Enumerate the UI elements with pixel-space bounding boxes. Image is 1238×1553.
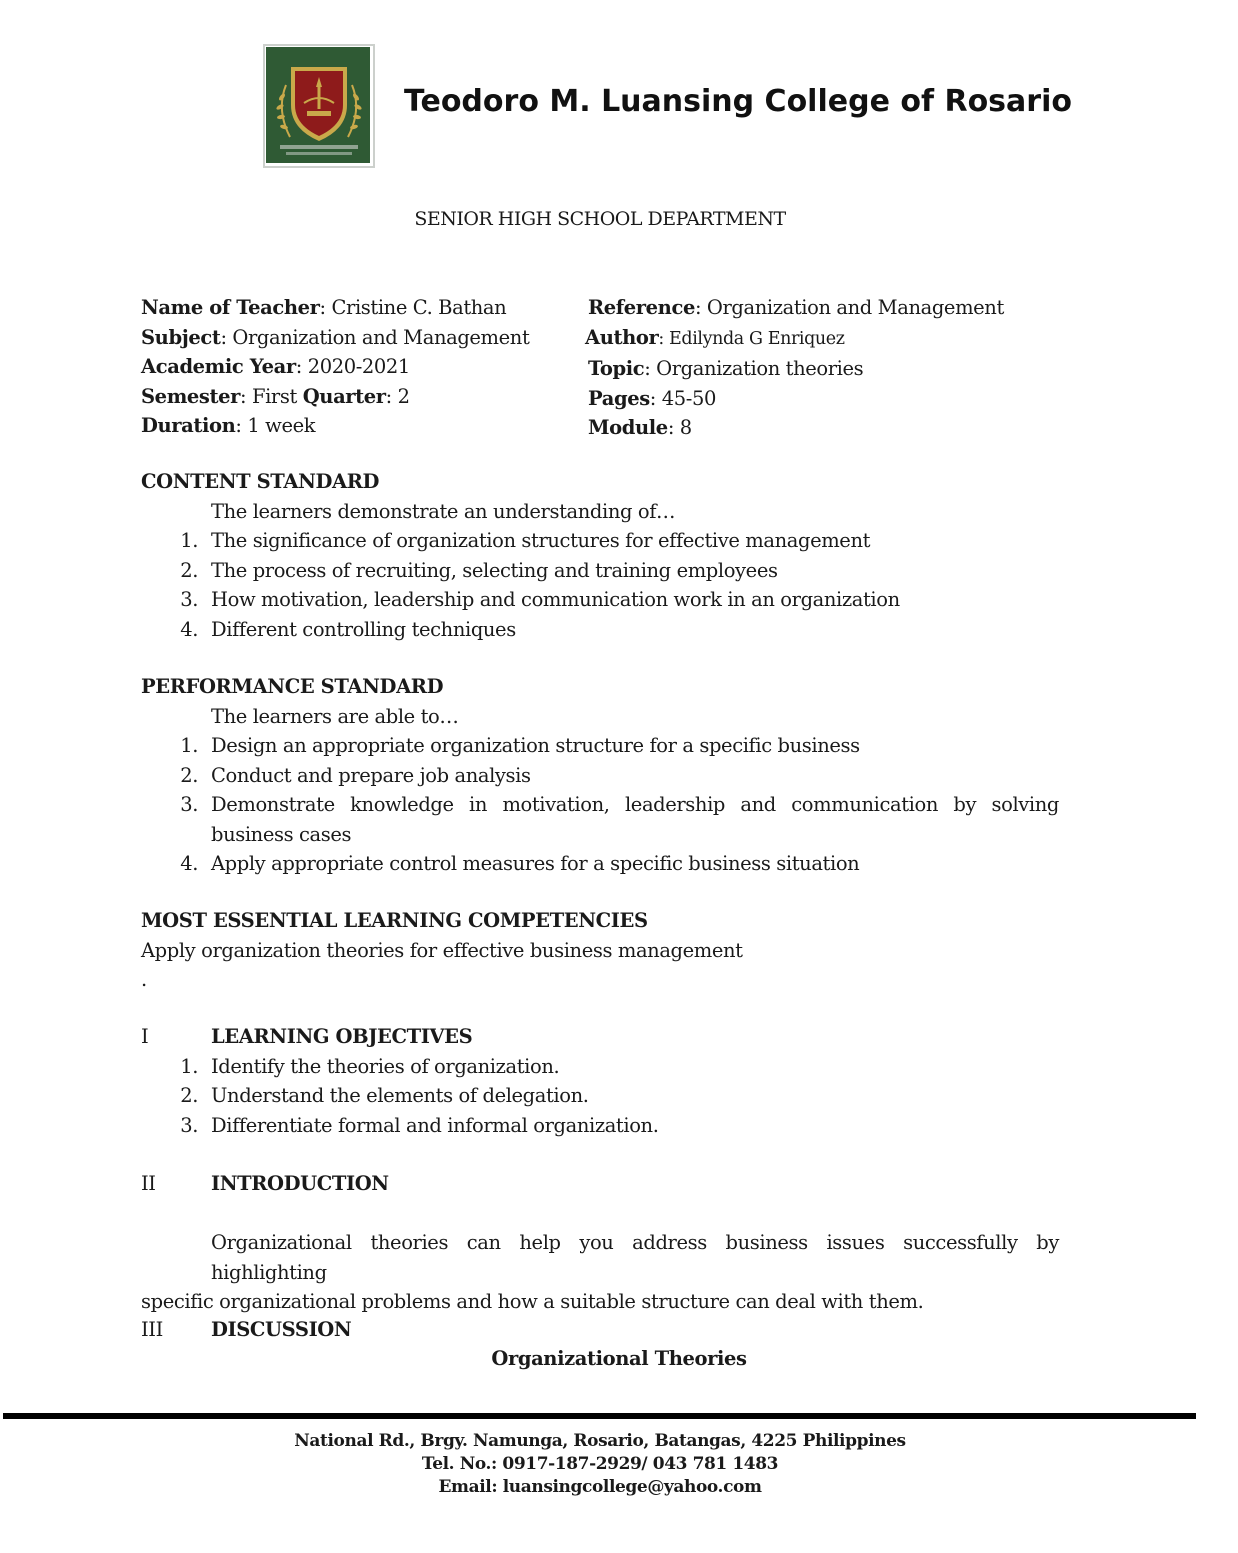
list-item-text: Conduct and prepare job analysis xyxy=(211,763,531,787)
academic-year-value: : 2020-2021 xyxy=(295,355,410,378)
introduction-line-2: specific organizational problems and how a suitable structure can deal with them. xyxy=(141,1290,924,1313)
subject-value: : Organization and Management xyxy=(220,325,530,349)
author-value: : Edilynda G Enriquez xyxy=(658,328,845,349)
section-numeral: III xyxy=(141,1318,163,1341)
performance-standard-intro: The learners are able to… xyxy=(211,704,459,728)
duration-row xyxy=(141,411,529,441)
list-item-text: Identify the theories of organization. xyxy=(211,1054,560,1078)
melc-heading: MOST ESSENTIAL LEARNING COMPETENCIES xyxy=(141,909,648,932)
reference-row xyxy=(588,293,1004,323)
list-item: 3. How motivation, leadership and communication work in an organization xyxy=(180,588,900,611)
author-row xyxy=(585,323,1004,355)
performance-standard-section xyxy=(141,672,1059,879)
objectives-heading-row xyxy=(141,1022,1061,1052)
topic-row xyxy=(588,354,1004,384)
duration-value: : 1 week xyxy=(235,414,316,437)
introduction-line-1: Organizational theories can help you address business issues successfully by highlighting xyxy=(211,1231,1059,1284)
academic-year-row xyxy=(141,352,529,382)
reference-label: Reference xyxy=(588,296,695,319)
introduction-heading: INTRODUCTION xyxy=(211,1172,389,1195)
list-item-text: Design an appropriate organization structure for a specific business xyxy=(211,734,860,757)
performance-standard-heading: PERFORMANCE STANDARD xyxy=(141,675,444,698)
discussion-section xyxy=(141,1315,1061,1345)
list-item-continuation: business cases xyxy=(211,822,352,846)
list-item: 3. Demonstrate knowledge in motivation, leadership and communication by solving xyxy=(141,790,1059,820)
list-item-text: How motivation, leadership and communication work in an organization xyxy=(211,588,900,611)
footer-address: National Rd., Brgy. Namunga, Rosario, Batangas, 4225 Philippines xyxy=(294,1431,906,1451)
pages-row xyxy=(588,384,1004,414)
melc-text: Apply organization theories for effective business management xyxy=(141,938,743,962)
footer xyxy=(0,1430,1200,1499)
topic-value: : Organization theories xyxy=(644,357,864,380)
college-name: Teodoro M. Luansing College of Rosario xyxy=(404,84,1072,119)
pages-label: Pages xyxy=(588,386,650,410)
list-item: 3. Differentiate formal and informal organization. xyxy=(180,1113,659,1137)
quarter-value: : 2 xyxy=(385,384,410,408)
list-item: 2. The process of recruiting, selecting and training employees xyxy=(180,558,778,582)
content-standard-section xyxy=(141,467,1061,644)
footer-email: Email: luansingcollege@yahoo.com xyxy=(438,1477,762,1497)
list-item-text: Apply appropriate control measures for a specific business situation xyxy=(211,852,860,875)
content-standard-intro: The learners demonstrate an understanding of… xyxy=(211,499,676,523)
info-left-column xyxy=(141,293,529,441)
teacher-value: : Cristine C. Bathan xyxy=(319,296,507,319)
semester-row xyxy=(141,382,529,412)
discussion-heading-row xyxy=(141,1315,1061,1345)
author-label: Author xyxy=(585,325,659,349)
footer-divider xyxy=(3,1413,1196,1419)
info-right-column xyxy=(585,293,1004,443)
semester-value: : First xyxy=(240,384,303,408)
subject-row xyxy=(141,323,529,353)
college-seal-icon xyxy=(264,45,374,167)
list-item-text: The significance of organization structures for effective management xyxy=(211,529,871,552)
list-item-text: Understand the elements of delegation. xyxy=(211,1084,589,1107)
topic-label: Topic xyxy=(588,357,645,380)
list-item: 1. The significance of organization structures for effective management xyxy=(180,529,871,552)
academic-year-label: Academic Year xyxy=(141,355,296,378)
discussion-subtitle: Organizational Theories xyxy=(491,1347,747,1370)
teacher-row xyxy=(141,293,529,323)
introduction-heading-row xyxy=(141,1169,1059,1199)
list-item: 2. Understand the elements of delegation. xyxy=(180,1084,589,1107)
list-item-text: The process of recruiting, selecting and training employees xyxy=(211,558,778,582)
quarter-label: Quarter xyxy=(302,384,386,408)
list-item: 1. Identify the theories of organization. xyxy=(180,1054,560,1078)
subject-label: Subject xyxy=(141,325,221,349)
department-title: SENIOR HIGH SCHOOL DEPARTMENT xyxy=(414,208,786,230)
module-label: Module xyxy=(588,416,668,439)
objectives-section xyxy=(141,1022,1061,1140)
list-item-text: Differentiate formal and informal organization. xyxy=(211,1113,659,1137)
content-standard-heading: CONTENT STANDARD xyxy=(141,470,380,493)
module-row xyxy=(588,413,1004,443)
reference-value: : Organization and Management xyxy=(694,296,1004,319)
semester-label: Semester xyxy=(141,384,240,408)
module-value: : 8 xyxy=(667,416,692,439)
melc-dot: . xyxy=(141,968,147,991)
list-item-text: Different controlling techniques xyxy=(211,617,516,641)
list-item-text: Demonstrate knowledge in motivation, leadership and communication by solving xyxy=(211,793,1059,816)
objectives-heading: LEARNING OBJECTIVES xyxy=(211,1025,473,1048)
footer-tel: Tel. No.: 0917-187-2929/ 043 781 1483 xyxy=(421,1454,779,1474)
introduction-section xyxy=(141,1169,1059,1317)
list-item: 1. Design an appropriate organization structure for a specific business xyxy=(180,734,860,757)
list-item: 4. Apply appropriate control measures for a specific business situation xyxy=(180,852,860,875)
section-numeral: I xyxy=(141,1025,149,1048)
list-item: 4. Different controlling techniques xyxy=(180,617,516,641)
list-item: 2. Conduct and prepare job analysis xyxy=(180,763,531,787)
duration-label: Duration xyxy=(141,414,236,437)
teacher-label: Name of Teacher xyxy=(141,296,320,319)
discussion-heading: DISCUSSION xyxy=(211,1318,352,1341)
melc-section xyxy=(141,906,1061,995)
college-logo xyxy=(264,45,374,167)
pages-value: : 45-50 xyxy=(649,386,716,410)
section-numeral: II xyxy=(141,1172,156,1195)
